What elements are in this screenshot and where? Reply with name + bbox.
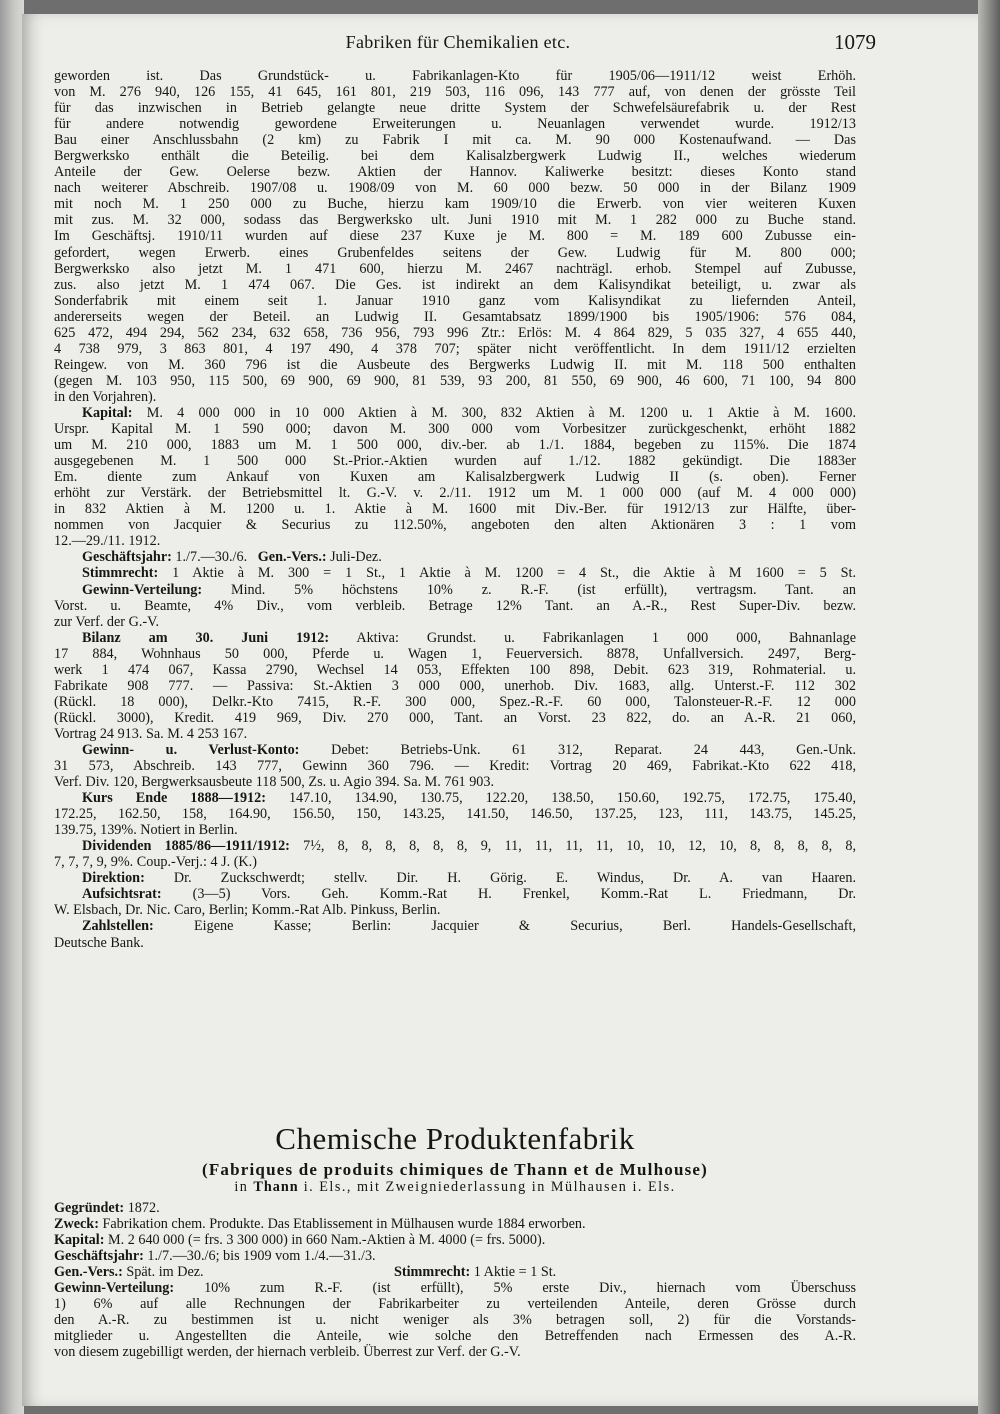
text-line: für das inzwischen in Betrieb gelangte neue dritte System der Schwefelsäurefabrik u. der Rest <box>54 100 856 117</box>
text-line: 31 573, Abschreib. 143 777, Gewinn 360 796. — Kredit: Vortrag 20 469, Fabrikat.-Kto 622 418, <box>54 758 856 775</box>
gen-vers-label: Gen.-Vers.: <box>257 549 327 566</box>
zahlstellen-label: Zahlstellen: <box>82 918 154 935</box>
prev-entry-intro <box>54 68 856 405</box>
gewinn-verlust-section <box>54 742 856 790</box>
text-line: 147.10, 134.90, 130.75, 122.20, 138.50, 150.60, 192.75, 172.75, 175.40, <box>288 790 857 807</box>
company-title: Chemische Produktenfabrik <box>275 1121 635 1156</box>
company-subtitle: (Fabriques de produits chimiques de Thann et de Mulhouse) <box>201 1160 709 1179</box>
text-line: Urspr. Kapital M. 1 590 000; davon M. 300 000 vom Vorbesitzer zurückgeschenkt, erhöht 1882 <box>54 421 856 438</box>
text-line: um M. 210 000, 1883 um M. 1 500 000, div.-ber. ab 1./1. 1884, begeben zu 115%. Die 1874 <box>54 437 856 454</box>
zweck-label: Zweck: <box>54 1216 99 1233</box>
gewinn-verlust-label: Gewinn- u. Verlust-Konto: <box>82 741 300 758</box>
location-prefix: in <box>234 1179 249 1195</box>
scan-left-edge <box>0 0 24 1414</box>
kurs-section <box>54 790 856 838</box>
text-line: Verf. Div. 120, Bergwerksausbeute 118 500, Zs. u. Agio 394. Sa. M. 761 903. <box>54 774 495 791</box>
kurs-label: Kurs Ende 1888—1912: <box>82 790 266 807</box>
direktion-value: Dr. Zuckschwerdt; stellv. Dir. H. Görig. E. Windus, Dr. A. van Haaren. <box>173 870 856 887</box>
text-line: Im Geschäftsj. 1910/11 wurden auf diese 237 Kuxe je M. 800 = M. 189 600 Zubusse ein- <box>54 228 856 245</box>
text-line: W. Elsbach, Dr. Nic. Caro, Berlin; Komm.-Rat Alb. Pinkuss, Berlin. <box>54 902 441 919</box>
gegruendet-label: Gegründet: <box>54 1200 125 1216</box>
text-line: Deutsche Bank. <box>54 934 144 951</box>
new-entry <box>54 1200 856 1360</box>
kapital-label: Kapital: <box>82 404 133 421</box>
company-heading <box>54 1122 856 1195</box>
geschaeftsjahr-line <box>54 1248 856 1264</box>
running-title: Fabriken für Chemikalien etc. <box>345 32 571 52</box>
text-line: andererseits wegen der Beteil. an Ludwig II. Gesamtabsatz 1899/1900 bis 1905/1906: 576 084, <box>54 308 856 325</box>
text-line: Bau einer Anschlussbahn (2 km) zu Fabrik I mit ca. M. 90 000 Kostenaufwand. — Das <box>54 132 856 149</box>
text-line: mitglieder u. Angestellten die Anteile, wie solche den Betreffenden nach Ermessen des A.-R. <box>54 1328 856 1345</box>
direktion-label: Direktion: <box>82 870 145 887</box>
text-line: (3—5) Vors. Geh. Komm.-Rat H. Frenkel, Komm.-Rat L. Friedmann, Dr. <box>192 886 856 903</box>
stimmrecht-cell <box>394 1264 556 1280</box>
gewinn-verteilung-label: Gewinn-Verteilung: <box>54 1280 175 1297</box>
dividenden-label: Dividenden 1885/86—1911/1912: <box>82 838 290 855</box>
text-line: nommen von Jacquier & Securius zu 112.50%, angeboten den alten Aktionären 3 : 1 vom <box>54 517 856 534</box>
text-line: Reingew. von M. 360 796 ist die Ausbeute des Bergwerks Ludwig II. mit M. 118 500 enthalten <box>54 356 856 373</box>
text-line: 4 738 979, 3 863 801, 4 197 490, 4 378 707; später nicht veröffentlicht. In dem 1911/12 erzielten <box>54 340 856 357</box>
stimmrecht-label: Stimmrecht: <box>394 1264 471 1281</box>
text-line: Mind. 5% höchstens 10% z. R.-F. (ist erfüllt), vertragsm. Tant. an <box>230 581 857 598</box>
location-detail: i. Els., mit Zweigniederlassung in Mülhausen i. Els. <box>303 1179 676 1195</box>
page-header <box>48 30 876 58</box>
geschaeftsjahr-label: Geschäftsjahr: <box>54 1248 144 1265</box>
text-line: erhöht zur Verstärk. der Betriebsmittel lt. G.-V. v. 2./11. 1912 um M. 1 000 000 (auf M. 4 000 000) <box>54 485 856 502</box>
text-line: 10% zum R.-F. (ist erfüllt), 5% erste Div., hiernach vom Überschuss <box>204 1280 856 1297</box>
text-line: 7½, 8, 8, 8, 8, 8, 8, 9, 11, 11, 11, 11, 10, 10, 12, 10, 8, 8, 8, 8, 8, <box>303 838 856 855</box>
kapital-section <box>54 405 856 549</box>
gewinn-verteilung-section <box>54 582 856 630</box>
text-line: werk 1 474 067, Kassa 2790, Wechsel 14 053, Effekten 100 898, Debit. 623 319, Rohmaterial. u. <box>54 661 856 678</box>
gewinn-verteilung-label: Gewinn-Verteilung: <box>82 581 203 598</box>
text-line: Debet: Betriebs-Unk. 61 312, Reparat. 24 443, Gen.-Unk. <box>331 741 857 758</box>
geschaeftsjahr-line <box>54 549 856 565</box>
gegruendet-line <box>54 1200 856 1216</box>
text-line: 172.25, 162.50, 158, 164.90, 156.50, 150, 143.25, 141.50, 146.50, 137.25, 123, 111, 143.75, 145.25, <box>54 806 856 823</box>
gen-vers-stimmrecht-line <box>54 1264 856 1280</box>
text-line: für andere notwendig gewordene Erweiterungen u. Neuanlagen verwendet wurde. 1912/13 <box>54 116 856 133</box>
text-line: den A.-R. zu bestimmen ist u. nicht weniger als 3% betragen soll, 2) für die Vorstands- <box>54 1312 856 1329</box>
zweck-line <box>54 1216 856 1232</box>
text-line: von M. 276 940, 126 155, 41 645, 161 801, 219 503, 116 096, 143 777 auf, von denen der grösste Teil <box>54 84 856 101</box>
text-line: 139.75, 139%. Notiert in Berlin. <box>54 822 238 839</box>
text-line: Anteile der Gew. Oelerse bezw. Aktien der Hannov. Kaliwerke besitzt: dieses Konto stand <box>54 164 856 181</box>
text-line: zur Verf. der G.-V. <box>54 613 160 630</box>
text-line: 12.—29./11. 1912. <box>54 533 161 550</box>
text-line: (gegen M. 103 950, 115 500, 69 900, 69 900, 81 539, 93 200, 81 550, 69 900, 46 600, 71 100, 94 800 <box>54 372 856 389</box>
geschaeftsjahr-label: Geschäftsjahr: <box>82 549 172 566</box>
text-line: 7, 7, 7, 9, 9%. Coup.-Verj.: 4 J. (K.) <box>54 854 257 871</box>
text-line: zus. also jetzt M. 1 474 067. Die Ges. ist indirekt an dem Kalisyndikat beteiligt, u. zwar als <box>54 276 856 293</box>
text-line: mit noch M. 1 250 000 zu Buche, hierzu kam 1909/10 die Erwerb. von vier weiteren Kuxen <box>54 196 856 213</box>
text-line: ausgegebenen M. 1 500 000 St.-Prior.-Aktien wurden auf 1./12. 1882 gekündigt. Die 1883er <box>54 453 856 470</box>
text-line: (Rückl. 18 000), Delkr.-Kto 7415, R.-F. 300 000, Spez.-R.-F. 60 000, Talonsteuer-R.-F. 12 000 <box>54 693 856 710</box>
stimmrecht-label: Stimmrecht: <box>82 565 159 582</box>
page-number: 1079 <box>834 30 876 54</box>
text-line: gefordert, wegen Erwerb. eines Grubenfeldes seitens der Gew. Ludwig für M. 800 000; <box>54 244 856 261</box>
kapital-line <box>54 1232 856 1248</box>
text-line: Sonderfabrik mit einem seit 1. Januar 1910 ganz vom Kalisyndikat zu liefernden Anteil, <box>54 292 856 309</box>
previous-entry <box>54 68 856 951</box>
geschaeftsjahr-value: 1./7.—30./6. <box>175 549 248 566</box>
gen-vers-cell <box>54 1264 394 1280</box>
text-line: nach weiterer Abschreib. 1907/08 u. 1908/09 von M. 60 000 bezw. 50 000 in der Bilanz 1909 <box>54 180 856 197</box>
text-line: Vorst. u. Beamte, 4% Div., vom verbleib. Betrage 12% Tant. an A.-R., Rest Super-Div. bezw. <box>54 597 856 614</box>
text-line: in 832 Aktien à M. 1200 u. 1. Aktie à M. 1600 mit Div.-Ber. für 1912/13 zur Hälfte, über- <box>54 501 856 518</box>
text-line: Eigene Kasse; Berlin: Jacquier & Securius, Berl. Handels-Gesellschaft, <box>194 918 856 935</box>
text-line: Vortrag 24 913. Sa. M. 4 253 167. <box>54 725 248 742</box>
scan-right-edge <box>978 0 1000 1414</box>
text-line: mit zus. M. 32 000, sodass das Bergwerksko ult. Juni 1910 mit M. 1 282 000 zu Buche stand. <box>54 212 856 229</box>
company-location <box>54 1179 856 1195</box>
text-line: Bergwerksko enthält die Beteilig. bei dem Kalisalzbergwerk Ludwig II., welches wiederum <box>54 148 856 165</box>
text-line: Em. diente zum Ankauf von Kuxen am Kalisalzbergwerk Ludwig II (s. oben). Ferner <box>54 469 856 486</box>
gen-vers-label: Gen.-Vers.: <box>54 1264 123 1281</box>
stimmrecht-line <box>54 565 856 581</box>
gegruendet-value: 1872. <box>127 1200 160 1216</box>
stimmrecht-value: 1 Aktie à M. 300 = 1 St., 1 Aktie à M. 1200 = 4 St., die Aktie à M 1600 = 5 St. <box>172 565 856 582</box>
zweck-value: Fabrikation chem. Produkte. Das Etablissement in Mülhausen wurde 1884 erworben. <box>102 1216 586 1233</box>
gewinn-verteilung-section <box>54 1280 856 1360</box>
zahlstellen-section <box>54 918 856 950</box>
geschaeftsjahr-value: 1./7.—30./6; bis 1909 vom 1./4.—31./3. <box>147 1248 376 1265</box>
kapital-value: M. 2 640 000 (= frs. 3 300 000) in 660 Nam.-Aktien à M. 4000 (= frs. 5000). <box>108 1232 546 1249</box>
text-line: in den Vorjahren). <box>54 388 157 405</box>
gen-vers-value: Spät. im Dez. <box>126 1264 204 1281</box>
text-line: (Rückl. 3000), Kredit. 419 969, Div. 270 000, Tant. an Vorst. 23 822, do. an A.-R. 21 060, <box>54 709 856 726</box>
aufsichtsrat-label: Aufsichtsrat: <box>82 886 162 903</box>
text-line: M. 4 000 000 in 10 000 Aktien à M. 300, 832 Aktien à M. 1200 u. 1 Aktie à M. 1600. <box>146 404 856 421</box>
text-line: von diesem zugebilligt werden, der hiernach verbleib. Überrest zur Verf. der G.-V. <box>54 1344 521 1361</box>
location-city: Thann <box>253 1179 299 1195</box>
stimmrecht-value: 1 Aktie = 1 St. <box>473 1264 557 1281</box>
text-line: Bergwerksko also jetzt M. 1 471 600, hierzu M. 2467 nachträgl. erhob. Stempel auf Zubusse, <box>54 260 856 277</box>
aufsichtsrat-section <box>54 886 856 918</box>
bilanz-label: Bilanz am 30. Juni 1912: <box>82 629 330 646</box>
text-line: Aktiva: Grundst. u. Fabrikanlagen 1 000 000, Bahnanlage <box>356 629 856 646</box>
direktion-line <box>54 870 856 886</box>
gen-vers-value: Juli-Dez. <box>330 549 382 566</box>
kapital-label: Kapital: <box>54 1232 105 1249</box>
text-line: 1) 6% auf alle Rechnungen der Fabrikarbeiter zu verteilenden Anteile, deren Grösse durch <box>54 1296 856 1313</box>
text-line: 625 472, 494 294, 562 234, 632 658, 736 956, 793 996 Ztr.: Erlös: M. 4 864 829, 5 035 327, 4 655 440, <box>54 324 856 341</box>
text-line: geworden ist. Das Grundstück- u. Fabrikanlagen-Kto für 1905/06—1911/12 weist Erhöh. <box>54 68 856 84</box>
dividenden-section <box>54 838 856 870</box>
bilanz-section <box>54 630 856 742</box>
text-line: Fabrikate 908 777. — Passiva: St.-Aktien 3 000 000, unerhob. Div. 1683, allg. Unterst.-F. 112 302 <box>54 677 856 694</box>
text-line: 17 884, Wohnhaus 50 000, Pferde u. Wagen 1, Feuerversich. 8878, Unfallversich. 2497, Berg- <box>54 645 856 662</box>
